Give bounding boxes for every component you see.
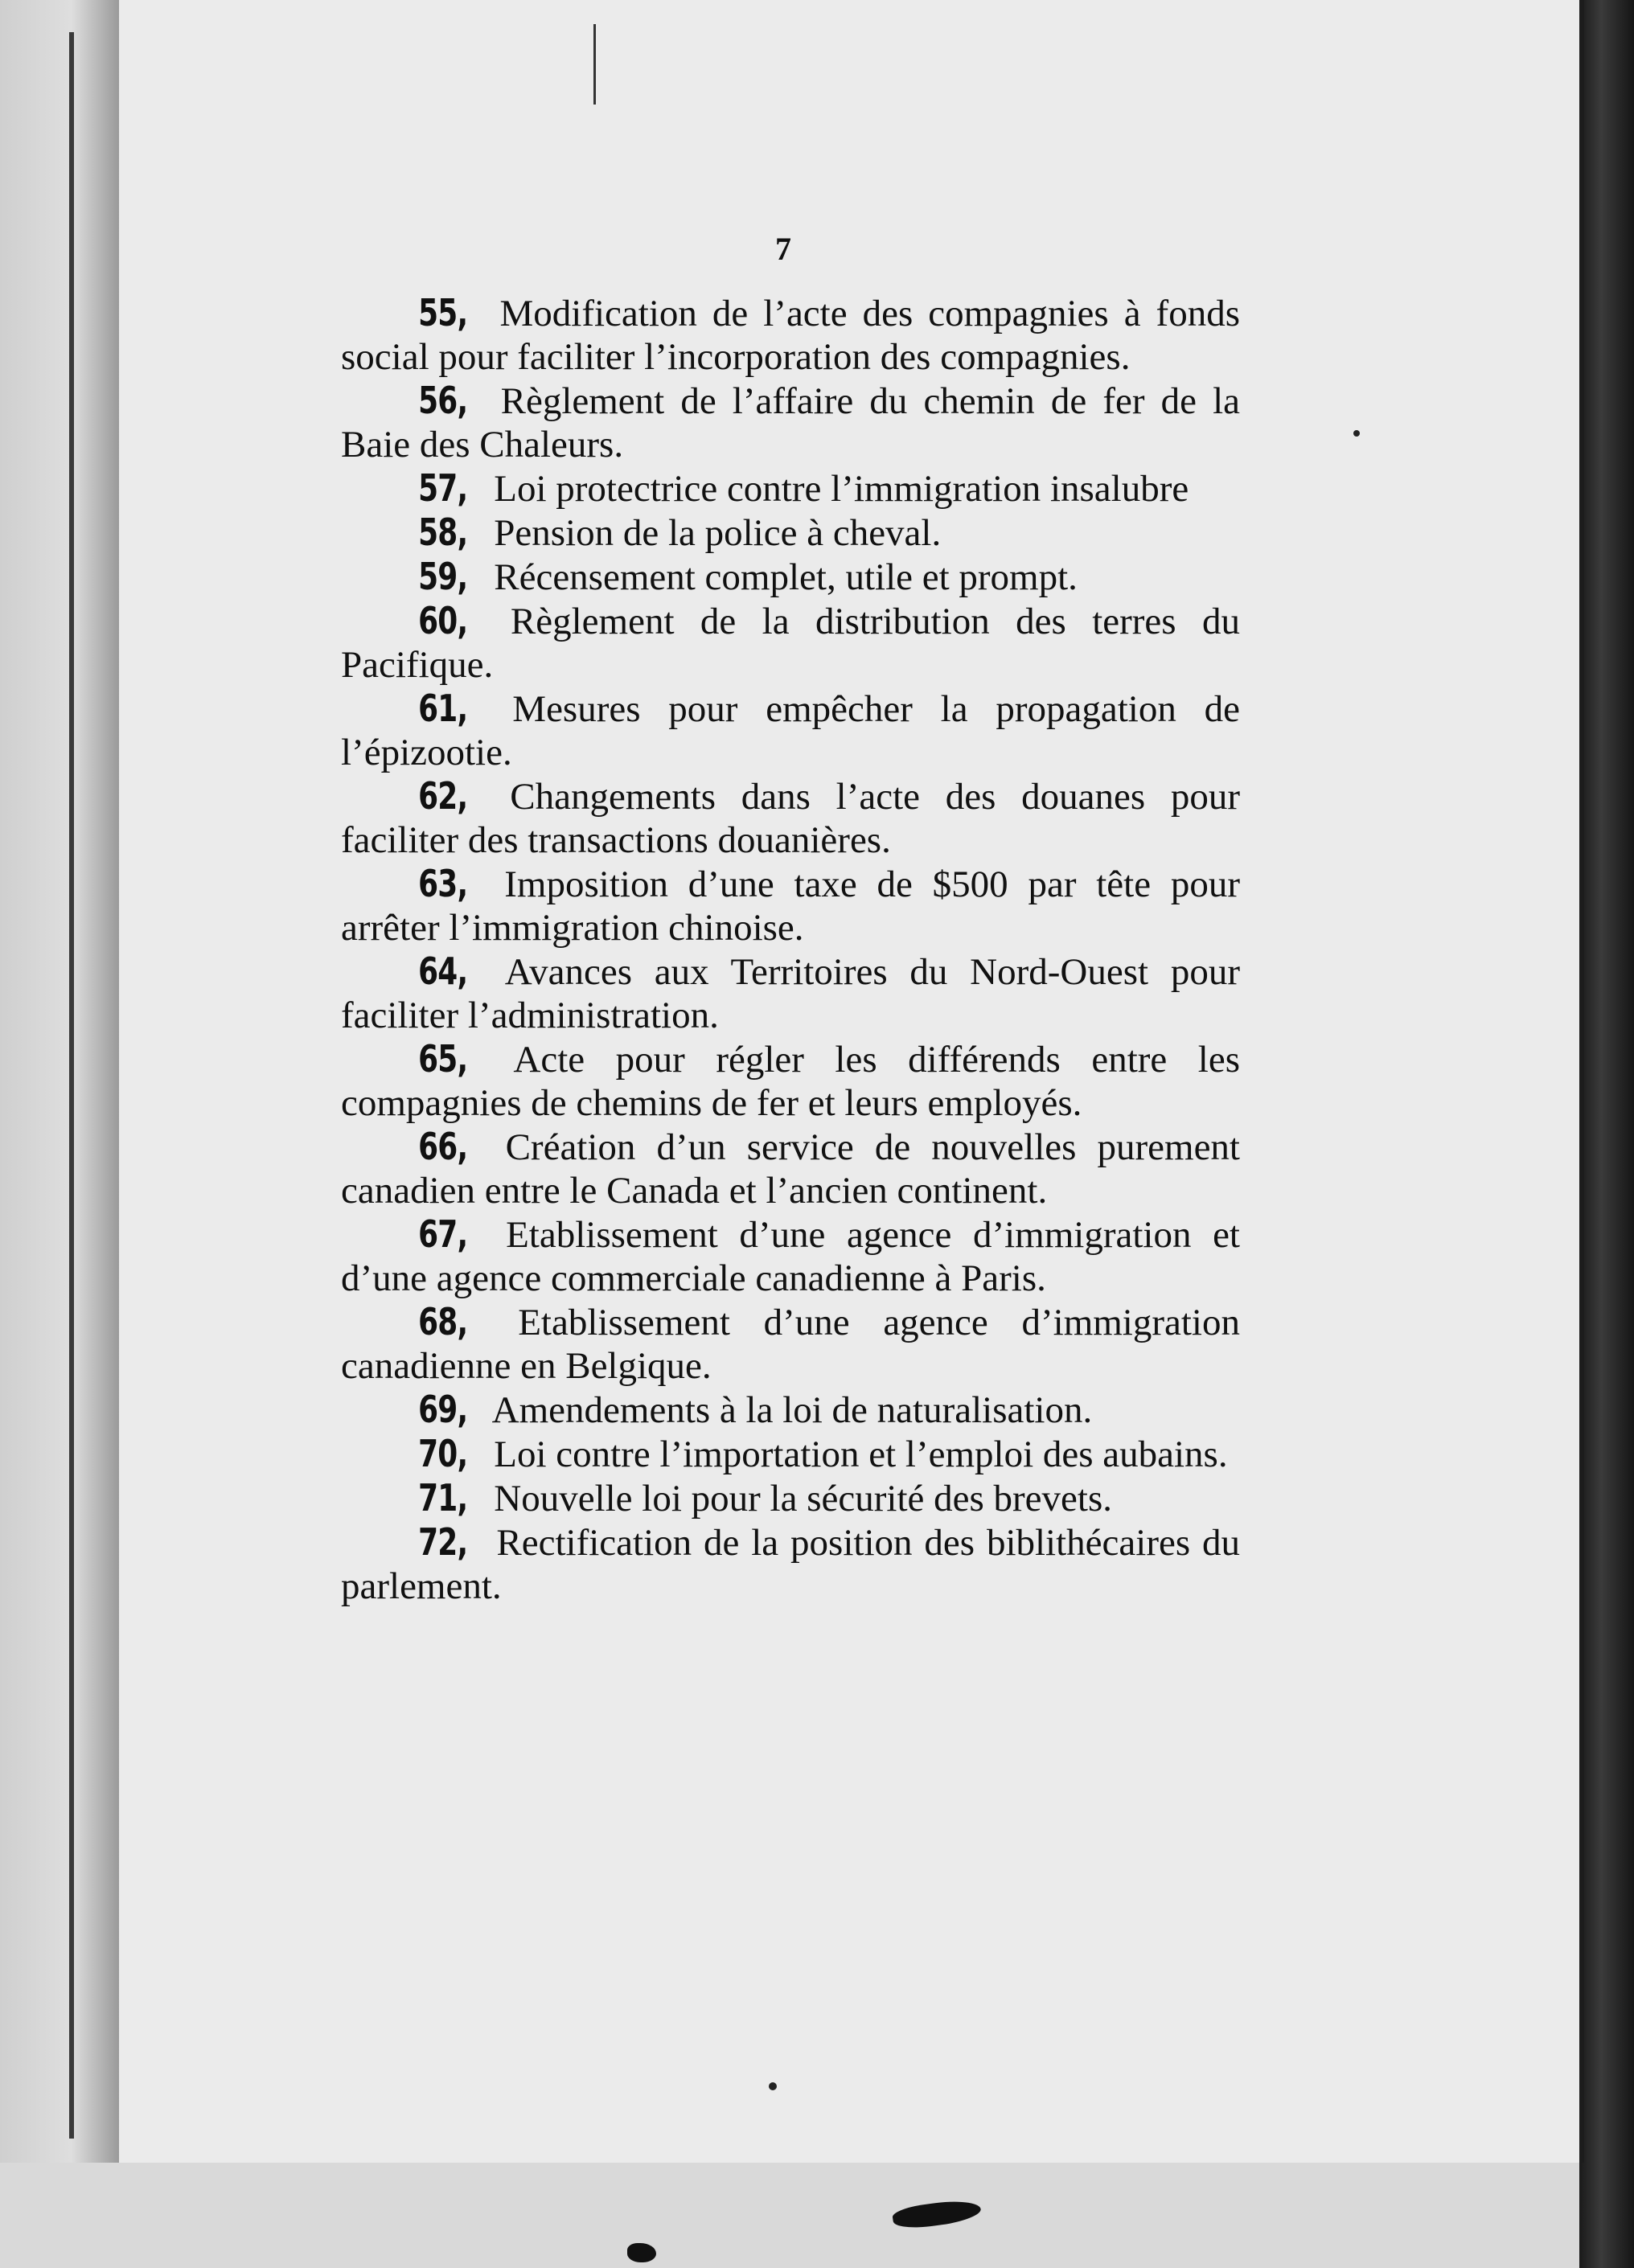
binding-line bbox=[69, 32, 74, 2139]
entry-text: Création d’un service de nouvelles purement canadien entre le Canada et l’ancien continent. bbox=[341, 1126, 1240, 1212]
list-entry bbox=[341, 1037, 1240, 1125]
list-entry bbox=[341, 774, 1240, 862]
list-entry bbox=[341, 599, 1240, 687]
bottom-strip bbox=[0, 2163, 1634, 2268]
entry-text: Acte pour régler les différends entre les compagnies de chemins de fer et leurs employés. bbox=[341, 1039, 1240, 1124]
entry-number: 72, bbox=[418, 1520, 468, 1564]
entry-number: 68, bbox=[418, 1300, 468, 1343]
entry-number: 67, bbox=[418, 1212, 468, 1256]
ink-smudge bbox=[627, 2243, 656, 2262]
list-entry bbox=[341, 511, 1240, 555]
entry-text: Loi protectrice contre l’immigration insalubre bbox=[494, 468, 1189, 510]
entry-text: Mesures pour empêcher la propagation de l’épizootie. bbox=[341, 688, 1240, 773]
entry-number: 59, bbox=[418, 555, 468, 598]
entry-number: 66, bbox=[418, 1125, 468, 1168]
list-entry bbox=[341, 1476, 1240, 1520]
entry-number: 64, bbox=[418, 949, 468, 993]
numbered-list bbox=[341, 291, 1240, 1608]
entry-text: Etablissement d’une agence d’immigration canadienne en Belgique. bbox=[341, 1302, 1240, 1387]
entry-text: Règlement de la distribution des terres du Pacifique. bbox=[341, 601, 1240, 686]
entry-number: 61, bbox=[418, 687, 468, 730]
right-page-edge bbox=[1579, 0, 1634, 2268]
entry-text: Récensement complet, utile et prompt. bbox=[494, 556, 1078, 598]
list-entry bbox=[341, 1432, 1240, 1476]
speck bbox=[769, 2082, 777, 2090]
list-entry bbox=[341, 1125, 1240, 1212]
page-number: 7 bbox=[775, 231, 791, 267]
list-entry bbox=[341, 1212, 1240, 1300]
entry-text: Avances aux Territoires du Nord-Ouest pour faciliter l’administration. bbox=[341, 951, 1240, 1036]
entry-number: 58, bbox=[418, 511, 468, 554]
list-entry bbox=[341, 555, 1240, 599]
entry-text: Rectification de la position des biblithécaires du parlement. bbox=[341, 1522, 1240, 1607]
entry-text: Changements dans l’acte des douanes pour faciliter des transactions douanières. bbox=[341, 776, 1241, 861]
entry-text: Amendements à la loi de naturalisation. bbox=[491, 1389, 1093, 1431]
list-entry bbox=[341, 1388, 1240, 1432]
entry-text: Loi contre l’importation et l’emploi des aubains. bbox=[494, 1433, 1228, 1475]
entry-number: 63, bbox=[418, 862, 468, 905]
entry-text: Pension de la police à cheval. bbox=[494, 512, 942, 554]
list-entry bbox=[341, 687, 1240, 774]
entry-number: 62, bbox=[418, 774, 468, 818]
list-entry bbox=[341, 1520, 1240, 1608]
top-rule bbox=[593, 24, 596, 105]
entry-number: 60, bbox=[418, 599, 468, 642]
entry-number: 69, bbox=[418, 1388, 468, 1431]
list-entry bbox=[341, 1300, 1240, 1388]
entry-text: Imposition d’une taxe de $500 par tête pour arrêter l’immigration chinoise. bbox=[341, 863, 1240, 949]
left-margin bbox=[0, 0, 119, 2268]
entry-text: Etablissement d’une agence d’immigration et d’une agence commerciale canadienne à Paris. bbox=[341, 1214, 1240, 1299]
list-entry bbox=[341, 862, 1240, 949]
entry-number: 71, bbox=[418, 1476, 468, 1520]
entry-number: 56, bbox=[418, 379, 468, 422]
entry-text: Règlement de l’affaire du chemin de fer de la Baie des Chaleurs. bbox=[341, 380, 1240, 465]
list-entry bbox=[341, 466, 1240, 511]
entry-number: 57, bbox=[418, 466, 468, 510]
list-entry bbox=[341, 291, 1240, 379]
entry-number: 65, bbox=[418, 1037, 468, 1081]
speck bbox=[1353, 430, 1360, 437]
entry-number: 70, bbox=[418, 1432, 468, 1475]
entry-number: 55, bbox=[418, 291, 468, 334]
entry-text: Nouvelle loi pour la sécurité des brevets. bbox=[494, 1478, 1112, 1520]
list-entry bbox=[341, 949, 1240, 1037]
list-entry bbox=[341, 379, 1240, 466]
entry-text: Modification de l’acte des compagnies à fonds social pour faciliter l’incorporation des compagnies. bbox=[341, 293, 1240, 378]
